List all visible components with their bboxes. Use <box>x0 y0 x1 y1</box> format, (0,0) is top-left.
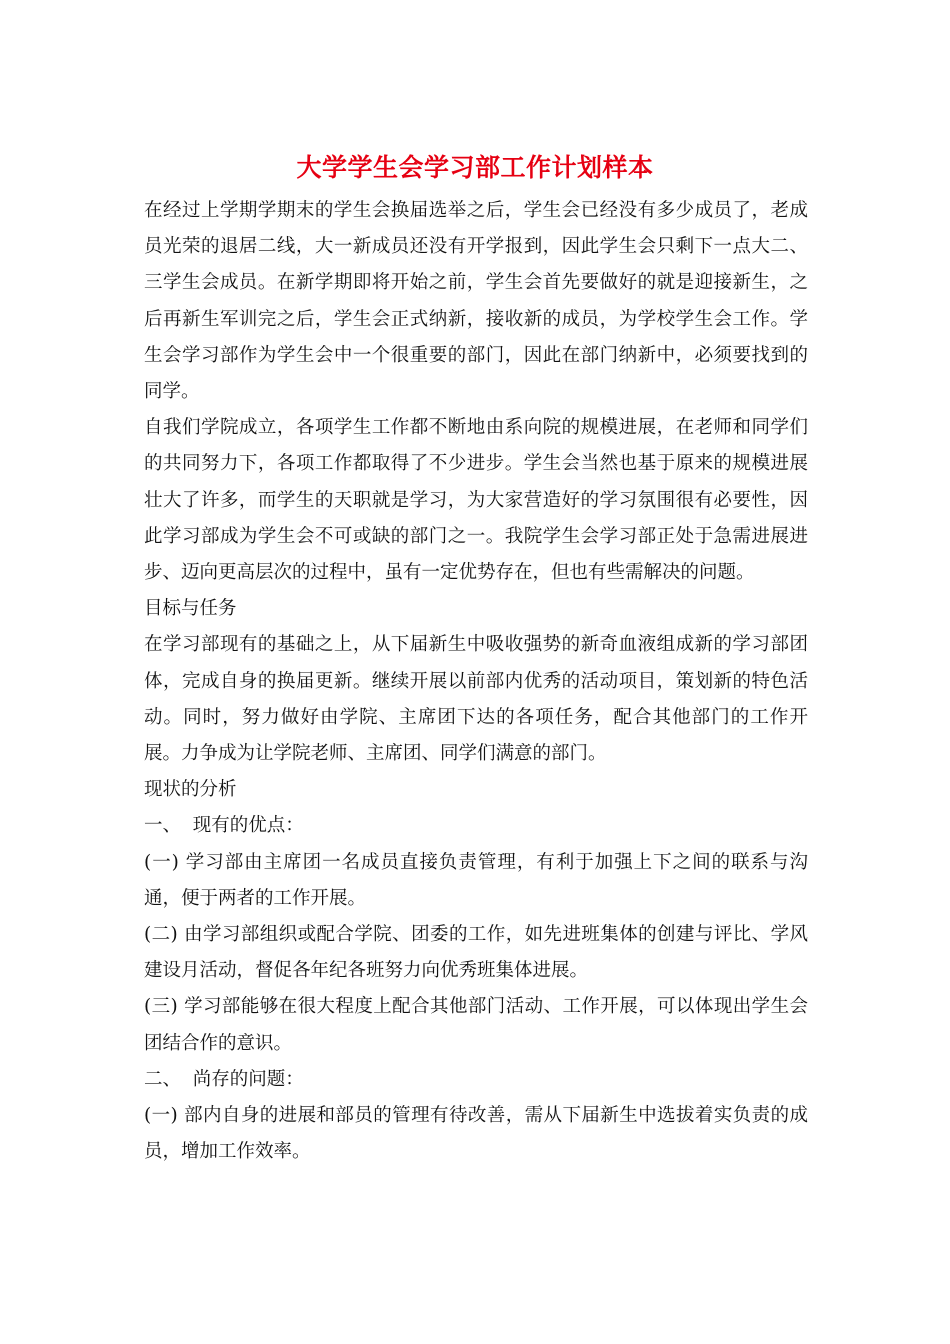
paragraph-intro: 在经过上学期学期末的学生会换届选举之后，学生会已经没有多少成员了，老成员光荣的退居二线，大一新成员还没有开学报到，因此学生会只剩下一点大二、三学生会成员。在新学期即将开始之前，学生会首先要做好的就是迎接新生，之后再新生军训完之后，学生会正式纳新，接收新的成员，为学校学生会工作。学生会学习部作为学生会中一个很重要的部门，因此在部门纳新中，必须要找到的同学。 <box>144 200 808 403</box>
heading-advantages: 一、 现有的优点： <box>144 815 304 837</box>
heading-analysis: 现状的分析 <box>144 779 237 801</box>
paragraph-goals: 在学习部现有的基础之上，从下届新生中吸收强势的新奇血液组成新的学习部团体，完成自身的换届更新。继续开展以前部内优秀的活动项目，策划新的特色活动。同时，努力做好由学院、主席团下达的各项任务，配合其他部门的工作开展。力争成为让学院老师、主席团、同学们满意的部门。 <box>144 634 808 765</box>
paragraph-background: 自我们学院成立，各项学生工作都不断地由系向院的规模进展，在老师和同学们的共同努力下，各项工作都取得了不少进步。学生会当然也基于原来的规模进展壮大了许多，而学生的天职就是学习，为大家营造好的学习氛围很有必要性，因此学习部成为学生会不可或缺的部门之一。我院学生会学习部正处于急需进展进步、迈向更高层次的过程中，虽有一定优势存在，但也有些需解决的问题。 <box>144 417 808 584</box>
list-item-advantage-3: (三) 学习部能够在很大程度上配合其他部门活动、工作开展，可以体现出学生会团结合作的意识。 <box>144 996 808 1054</box>
document-body <box>144 193 808 1170</box>
document-title: 大学学生会学习部工作计划样本 <box>296 153 654 182</box>
heading-goals: 目标与任务 <box>144 598 237 620</box>
heading-problems: 二、 尚存的问题： <box>144 1068 304 1090</box>
list-item-advantage-1: (一) 学习部由主席团一名成员直接负责管理，有利于加强上下之间的联系与沟通，便于两者的工作开展。 <box>144 851 808 909</box>
list-item-advantage-2: (二) 由学习部组织或配合学院、团委的工作，如先进班集体的创建与评比、学风建设月活动，督促各年纪各班努力向优秀班集体进展。 <box>144 924 808 982</box>
list-item-problem-1: (一) 部内自身的进展和部员的管理有待改善，需从下届新生中选拔着实负责的成员，增加工作效率。 <box>144 1105 808 1163</box>
